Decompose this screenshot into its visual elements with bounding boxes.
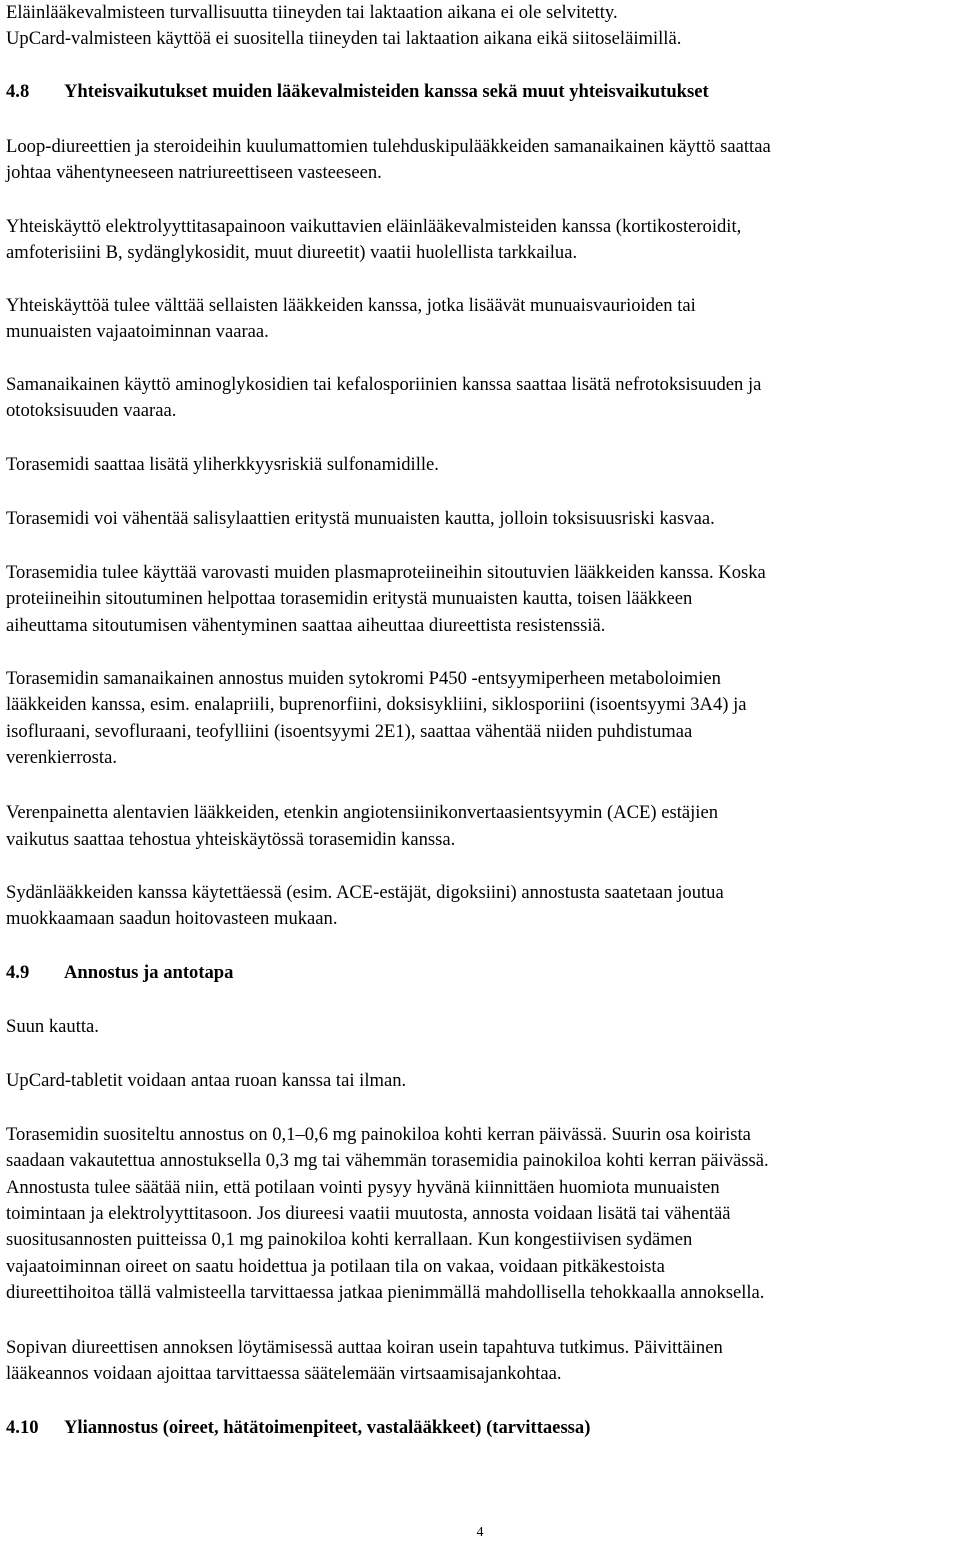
text-line: proteiineihin sitoutuminen helpottaa torasemidin eritystä munuaisten kautta, toisen lääkkeen — [6, 588, 693, 609]
text-line: aiheuttama sitoutumisen vähentyminen saattaa aiheuttaa diureettista resistenssiä. — [6, 615, 606, 636]
text-line: Torasemidi voi vähentää salisylaattien eritystä munuaisten kautta, jolloin toksisuusriski kasvaa. — [6, 508, 715, 529]
section-heading-4-9 — [6, 962, 233, 984]
section-heading-4-10 — [6, 1417, 590, 1439]
text-line: vajaatoiminnan oireet on saatu hoidettua ja potilaan tila on vakaa, voidaan pitkäkestoista — [6, 1256, 665, 1277]
text-line: Loop-diureettien ja steroideihin kuulumattomien tulehduskipulääkkeiden samanaikainen käyttö saattaa — [6, 136, 771, 157]
section-heading-4-8 — [6, 81, 709, 103]
text-line: Samanaikainen käyttö aminoglykosidien tai kefalosporiinien kanssa saattaa lisätä nefrotoksisuuden ja — [6, 374, 762, 395]
text-line: vaikutus saattaa tehostua yhteiskäytössä torasemidin kanssa. — [6, 829, 456, 850]
text-line: Eläinlääkevalmisteen turvallisuutta tiineyden tai laktaation aikana ei ole selvitetty. — [6, 2, 618, 23]
section-number: 4.8 — [6, 81, 30, 102]
text-line: Yhteiskäyttöä tulee välttää sellaisten lääkkeiden kanssa, jotka lisäävät munuaisvaurioiden tai — [6, 295, 696, 316]
text-line: Suun kautta. — [6, 1016, 99, 1037]
text-line: muokkaamaan saadun hoitovasteen mukaan. — [6, 908, 338, 929]
section-number: 4.10 — [6, 1417, 39, 1438]
text-line: lääkkeiden kanssa, esim. enalapriili, buprenorfiini, doksisykliini, siklosporiini (isoentsyymi 3A4) ja — [6, 694, 747, 715]
section-title: Yliannostus (oireet, hätätoimenpiteet, vastalääkkeet) (tarvittaessa) — [64, 1417, 591, 1438]
text-line: toimintaan ja elektrolyyttitasoon. Jos diureesi vaatii muutosta, annosta voidaan lisätä tai vähentää — [6, 1203, 731, 1224]
text-line: lääkeannos voidaan ajoittaa tarvittaessa säätelemään virtsaamisajankohtaa. — [6, 1363, 562, 1384]
page-number: 4 — [476, 1525, 484, 1540]
text-line: verenkierrosta. — [6, 747, 117, 768]
text-line: suositusannosten puitteissa 0,1 mg painokiloa kohti kerrallaan. Kun kongestiivisen sydämen — [6, 1229, 693, 1250]
text-line: Sydänlääkkeiden kanssa käytettäessä (esim. ACE-estäjät, digoksiini) annostusta saatetaan joutua — [6, 882, 724, 903]
text-line: Torasemidi saattaa lisätä yliherkkyysriskiä sulfonamidille. — [6, 454, 439, 475]
text-line: diureettihoitoa tällä valmisteella tarvittaessa jatkaa pienimmällä mahdollisella tehokkaalla annoksella. — [6, 1282, 765, 1303]
text-line: ototoksisuuden vaaraa. — [6, 400, 177, 421]
text-line: Annostusta tulee säätää niin, että potilaan vointi pysyy hyvänä kiinnittäen huomiota munuaisten — [6, 1177, 720, 1198]
text-line: Verenpainetta alentavien lääkkeiden, etenkin angiotensiinikonvertaasientsyymin (ACE) estäjien — [6, 802, 719, 823]
text-line: UpCard-valmisteen käyttöä ei suositella tiineyden tai laktaation aikana eikä siitoseläimillä. — [6, 28, 682, 49]
text-line: isofluraani, sevofluraani, teofylliini (isoentsyymi 2E1), saattaa vähentää niiden puhdistumaa — [6, 721, 693, 742]
text-line: saadaan vakautettua annostuksella 0,3 mg tai vähemmän torasemidia painokiloa kohti kerran päivässä. — [6, 1150, 769, 1171]
text-line: UpCard-tabletit voidaan antaa ruoan kanssa tai ilman. — [6, 1070, 407, 1091]
text-line: Torasemidia tulee käyttää varovasti muiden plasmaproteiineihin sitoutuvien lääkkeiden kanssa. Koska — [6, 562, 766, 583]
text-line: Sopivan diureettisen annoksen löytämisessä auttaa koiran usein tapahtuva tutkimus. Päivittäinen — [6, 1337, 723, 1358]
text-line: Yhteiskäyttö elektrolyyttitasapainoon vaikuttavien eläinlääkevalmisteiden kanssa (kortikosteroidit, — [6, 216, 742, 237]
text-line: johtaa vähentyneeseen natriureettiseen vasteeseen. — [6, 162, 382, 183]
section-title: Yhteisvaikutukset muiden lääkevalmisteiden kanssa sekä muut yhteisvaikutukset — [64, 81, 709, 102]
text-line: amfoterisiini B, sydänglykosidit, muut diureetit) vaatii huolellista tarkkailua. — [6, 242, 578, 263]
section-number: 4.9 — [6, 962, 30, 983]
text-line: Torasemidin suositeltu annostus on 0,1–0,6 mg painokiloa kohti kerran päivässä. Suurin osa koirista — [6, 1124, 751, 1145]
section-title: Annostus ja antotapa — [64, 962, 234, 983]
text-line: munuaisten vajaatoiminnan vaaraa. — [6, 321, 269, 342]
text-line: Torasemidin samanaikainen annostus muiden sytokromi P450 -entsyymiperheen metaboloimien — [6, 668, 721, 689]
